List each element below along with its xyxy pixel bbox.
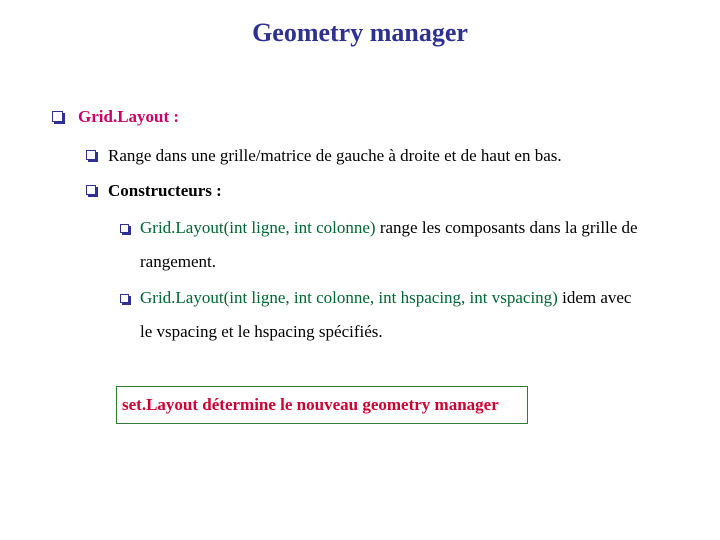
constructor-continuation: le vspacing et le hspacing spécifiés. <box>140 322 383 341</box>
constructor-line <box>140 288 668 308</box>
list-item <box>86 146 562 166</box>
list-item-text: Constructeurs : <box>108 181 222 200</box>
hollow-square-bullet-icon <box>120 294 129 303</box>
note-text: set.Layout détermine le nouveau geometry manager <box>122 395 499 414</box>
constructor-continuation: rangement. <box>140 252 216 271</box>
list-item-text: Range dans une grille/matrice de gauche à droite et de haut en bas. <box>108 146 562 165</box>
heading-text: Grid.Layout : <box>78 107 180 126</box>
constructor-description: range les composants dans la grille de <box>375 218 638 237</box>
constructor-item <box>120 218 668 272</box>
hollow-square-bullet-icon <box>86 185 96 195</box>
constructor-item <box>120 288 668 342</box>
note-box <box>116 386 528 424</box>
constructor-line <box>140 218 668 238</box>
slide-title: Geometry manager <box>252 18 468 47</box>
heading-grid-layout <box>52 107 179 127</box>
list-item <box>86 181 222 201</box>
constructor-signature: Grid.Layout(int ligne, int colonne, int hspacing, int vspacing) <box>140 288 558 307</box>
hollow-square-bullet-icon <box>120 224 129 233</box>
constructor-signature: Grid.Layout(int ligne, int colonne) <box>140 218 376 237</box>
constructor-description: idem avec <box>557 288 632 307</box>
hollow-square-bullet-icon <box>86 150 96 160</box>
hollow-square-bullet-icon <box>52 111 63 122</box>
